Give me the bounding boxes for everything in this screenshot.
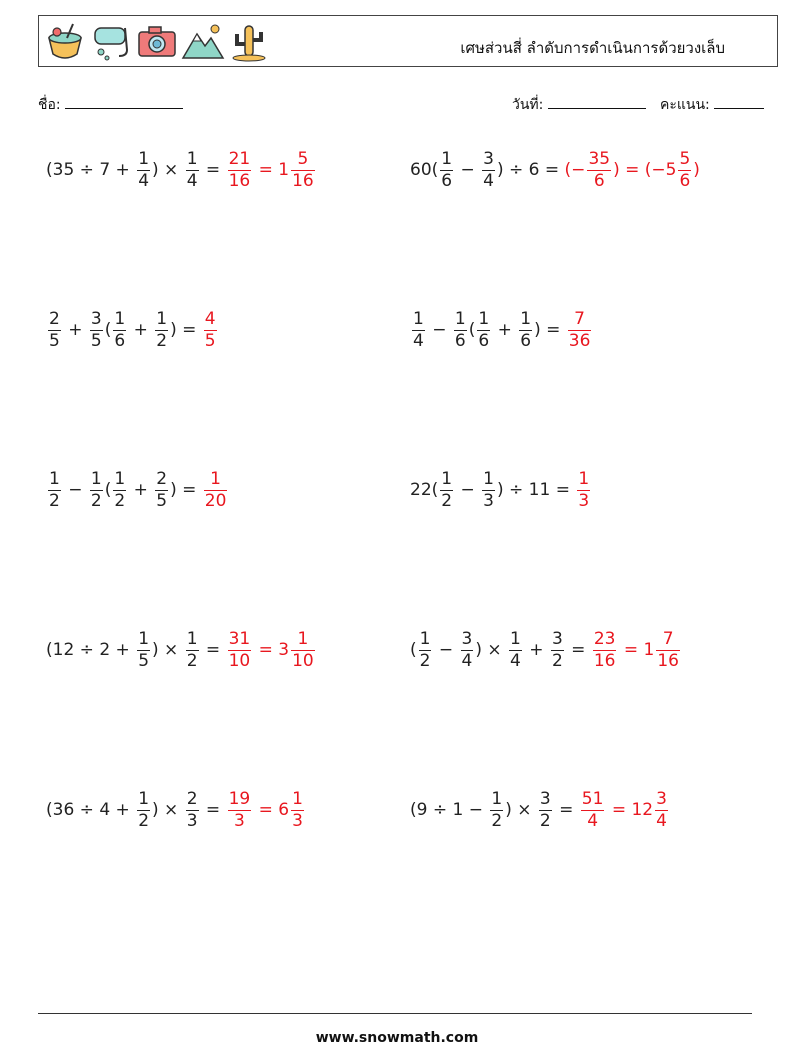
denominator: 2 (539, 810, 551, 831)
expression-text: = (200, 160, 226, 180)
expression-text: ( (468, 320, 476, 340)
answer-text: = 1 (253, 160, 290, 180)
fraction (90, 468, 103, 511)
denominator: 5 (138, 650, 150, 671)
numerator: 23 (593, 628, 616, 649)
denominator: 4 (186, 170, 198, 191)
expression-text: ) × (475, 640, 508, 660)
numerator: 1 (510, 628, 521, 649)
answer-fraction (581, 788, 605, 831)
numerator: 1 (49, 468, 60, 489)
cactus-icon (227, 20, 271, 64)
fraction (186, 628, 199, 671)
answer-fraction (228, 788, 252, 831)
problem-3 (46, 300, 219, 360)
numerator: 1 (156, 308, 168, 329)
expression-text: ( (104, 320, 112, 340)
denominator: 4 (461, 650, 473, 671)
fraction (519, 308, 532, 351)
answer-fraction (228, 628, 252, 671)
expression-text: − (455, 160, 481, 180)
numerator: 1 (491, 788, 503, 809)
expression-text: = (200, 640, 226, 660)
numerator: 19 (228, 788, 251, 809)
header-icons (43, 20, 271, 64)
numerator: 1 (413, 308, 424, 329)
denominator: 3 (292, 810, 303, 831)
numerator: 1 (138, 788, 150, 809)
denominator: 5 (90, 330, 102, 351)
fraction (419, 628, 432, 671)
date-field (512, 94, 646, 116)
date-label: วันที่: (512, 97, 544, 113)
expression-text: ) = (170, 480, 202, 500)
fraction (539, 788, 552, 831)
expression-text: ) = (534, 320, 566, 340)
expression-text: (9 ÷ 1 − (410, 800, 489, 820)
fraction (137, 148, 150, 191)
coconut-drink-icon (43, 20, 87, 64)
answer-fraction (291, 788, 304, 831)
fraction (440, 148, 453, 191)
expression-text: − (433, 640, 459, 660)
numerator: 1 (90, 468, 102, 489)
numerator: 3 (483, 148, 494, 169)
expression-text: − (426, 320, 452, 340)
expression-text: ) ÷ 6 = (496, 160, 565, 180)
numerator: 35 (588, 148, 611, 169)
numerator: 3 (539, 788, 551, 809)
name-blank[interactable] (65, 94, 183, 109)
answer-text: = 6 (253, 800, 290, 820)
problem-1 (46, 140, 317, 200)
expression-text: = (565, 640, 591, 660)
numerator: 1 (441, 148, 453, 169)
expression-text: + (523, 640, 549, 660)
problem-10 (410, 780, 670, 840)
problem-5 (46, 460, 229, 520)
camera-icon (135, 20, 179, 64)
score-blank[interactable] (714, 94, 764, 109)
expression-text: (36 ÷ 4 + (46, 800, 136, 820)
numerator: 1 (441, 468, 453, 489)
expression-text: + (128, 320, 154, 340)
denominator: 4 (510, 650, 521, 671)
denominator: 6 (679, 170, 691, 191)
numerator: 31 (228, 628, 251, 649)
numerator: 2 (49, 308, 60, 329)
denominator: 4 (413, 330, 424, 351)
fraction (461, 628, 474, 671)
expression-text: ) ÷ 11 = (496, 480, 576, 500)
denominator: 4 (483, 170, 494, 191)
numerator: 1 (478, 308, 490, 329)
problem-9 (46, 780, 306, 840)
expression-text: ) × (152, 800, 184, 820)
numerator: 1 (210, 468, 221, 489)
denominator: 16 (657, 650, 679, 671)
numerator: 3 (461, 628, 473, 649)
fraction (48, 308, 61, 351)
expression-text: + (492, 320, 518, 340)
expression-text: − (455, 480, 481, 500)
fraction (137, 628, 150, 671)
denominator: 4 (656, 810, 667, 831)
denominator: 6 (441, 170, 453, 191)
denominator: 2 (491, 810, 503, 831)
numerator: 1 (138, 628, 150, 649)
denominator: 2 (49, 490, 60, 511)
expression-text: = (553, 800, 579, 820)
fraction (477, 308, 490, 351)
numerator: 5 (679, 148, 691, 169)
fraction (509, 628, 522, 671)
numerator: 1 (454, 308, 466, 329)
denominator: 5 (49, 330, 60, 351)
expression-text: − (62, 480, 88, 500)
fraction (113, 468, 126, 511)
answer-fraction (204, 308, 217, 351)
answer-fraction (656, 628, 680, 671)
problem-7 (46, 620, 317, 680)
numerator: 1 (419, 628, 431, 649)
numerator: 1 (297, 628, 309, 649)
denominator: 2 (186, 650, 198, 671)
fraction (482, 468, 495, 511)
date-blank[interactable] (548, 94, 646, 109)
answer-text: = 12 (606, 800, 654, 820)
worksheet-header (38, 15, 778, 67)
denominator: 6 (587, 170, 611, 190)
denominator: 3 (578, 490, 590, 511)
numerator: 51 (581, 788, 604, 809)
fraction (440, 468, 453, 511)
denominator: 10 (228, 650, 251, 671)
numerator: 1 (292, 788, 303, 809)
denominator: 5 (204, 330, 216, 351)
numerator: 3 (551, 628, 563, 649)
numerator: 5 (297, 148, 309, 169)
denominator: 16 (292, 170, 314, 191)
snorkel-mask-icon (89, 20, 133, 64)
fraction (186, 788, 199, 831)
fraction (490, 788, 503, 831)
answer-fraction (568, 308, 592, 351)
footer-divider (38, 1013, 752, 1014)
fraction (186, 148, 199, 191)
fraction (90, 308, 103, 351)
answer-fraction (204, 468, 228, 511)
denominator: 2 (90, 490, 102, 511)
denominator: 5 (156, 490, 168, 511)
expression-text: ) × (152, 640, 184, 660)
denominator: 2 (156, 330, 168, 351)
expression-text: 60( (410, 160, 439, 180)
denominator: 16 (228, 170, 251, 191)
answer-fraction (593, 628, 617, 671)
expression-text: 22( (410, 480, 439, 500)
name-field (38, 94, 183, 116)
score-field (660, 94, 764, 116)
numerator: 4 (204, 308, 216, 329)
expression-text: ) = (170, 320, 202, 340)
denominator: 4 (138, 170, 150, 191)
numerator: 21 (228, 148, 251, 169)
expression-text: (35 ÷ 7 + (46, 160, 136, 180)
denominator: 16 (593, 650, 616, 671)
problem-2 (410, 140, 700, 200)
denominator: 36 (568, 330, 591, 351)
denominator: 6 (520, 330, 532, 351)
numerator: 1 (186, 148, 198, 169)
fraction (412, 308, 425, 351)
denominator: 3 (483, 490, 494, 511)
problem-4 (410, 300, 593, 360)
fraction (113, 308, 126, 351)
numerator: 3 (90, 308, 102, 329)
name-label: ชื่อ: (38, 97, 61, 113)
expression-text: + (128, 480, 154, 500)
expression-text: = (200, 800, 226, 820)
numerator: 1 (483, 468, 494, 489)
numerator: 1 (114, 468, 126, 489)
denominator: 6 (478, 330, 490, 351)
numerator: 7 (662, 628, 674, 649)
denominator: 20 (204, 490, 227, 511)
numerator: 7 (574, 308, 585, 329)
answer-fraction (655, 788, 668, 831)
footer-url: www.snowmath.com (315, 1030, 479, 1046)
expression-text: (12 ÷ 2 + (46, 640, 136, 660)
mountain-icon (181, 20, 225, 64)
denominator: 4 (581, 810, 605, 830)
score-label: คะแนน: (660, 97, 710, 113)
denominator: 2 (138, 810, 150, 831)
answer-fraction (577, 468, 590, 511)
numerator: 1 (138, 148, 150, 169)
numerator: 1 (114, 308, 126, 329)
denominator: 3 (186, 810, 198, 831)
answer-text: ) (693, 160, 700, 180)
expression-text: + (62, 320, 88, 340)
fraction (137, 788, 150, 831)
denominator: 2 (551, 650, 563, 671)
answer-fraction (678, 148, 691, 191)
denominator: 3 (228, 810, 252, 830)
numerator: 2 (156, 468, 168, 489)
answer-fraction (587, 148, 611, 191)
answer-text: = 1 (618, 640, 655, 660)
fraction (482, 148, 495, 191)
expression-text: ) × (505, 800, 537, 820)
denominator: 6 (454, 330, 466, 351)
worksheet-title: เศษส่วนสี่ ลำดับการดำเนินการด้วยวงเล็บ (460, 39, 725, 57)
numerator: 1 (186, 628, 198, 649)
answer-text: ) = (−5 (613, 160, 677, 180)
answer-text: (− (564, 160, 586, 180)
numerator: 1 (578, 468, 590, 489)
expression-text: ( (104, 480, 112, 500)
answer-fraction (291, 628, 315, 671)
numerator: 2 (186, 788, 198, 809)
expression-text: ( (410, 640, 417, 660)
denominator: 10 (292, 650, 314, 671)
answer-text: = 3 (253, 640, 290, 660)
denominator: 6 (114, 330, 126, 351)
fraction (48, 468, 61, 511)
fraction (155, 468, 168, 511)
denominator: 2 (419, 650, 431, 671)
problem-8 (410, 620, 682, 680)
expression-text: ) × (152, 160, 184, 180)
problem-6 (410, 460, 592, 520)
denominator: 2 (441, 490, 453, 511)
fraction (155, 308, 168, 351)
fraction (454, 308, 467, 351)
fraction (551, 628, 564, 671)
answer-fraction (228, 148, 252, 191)
denominator: 2 (114, 490, 126, 511)
numerator: 3 (656, 788, 667, 809)
answer-fraction (291, 148, 315, 191)
numerator: 1 (520, 308, 532, 329)
